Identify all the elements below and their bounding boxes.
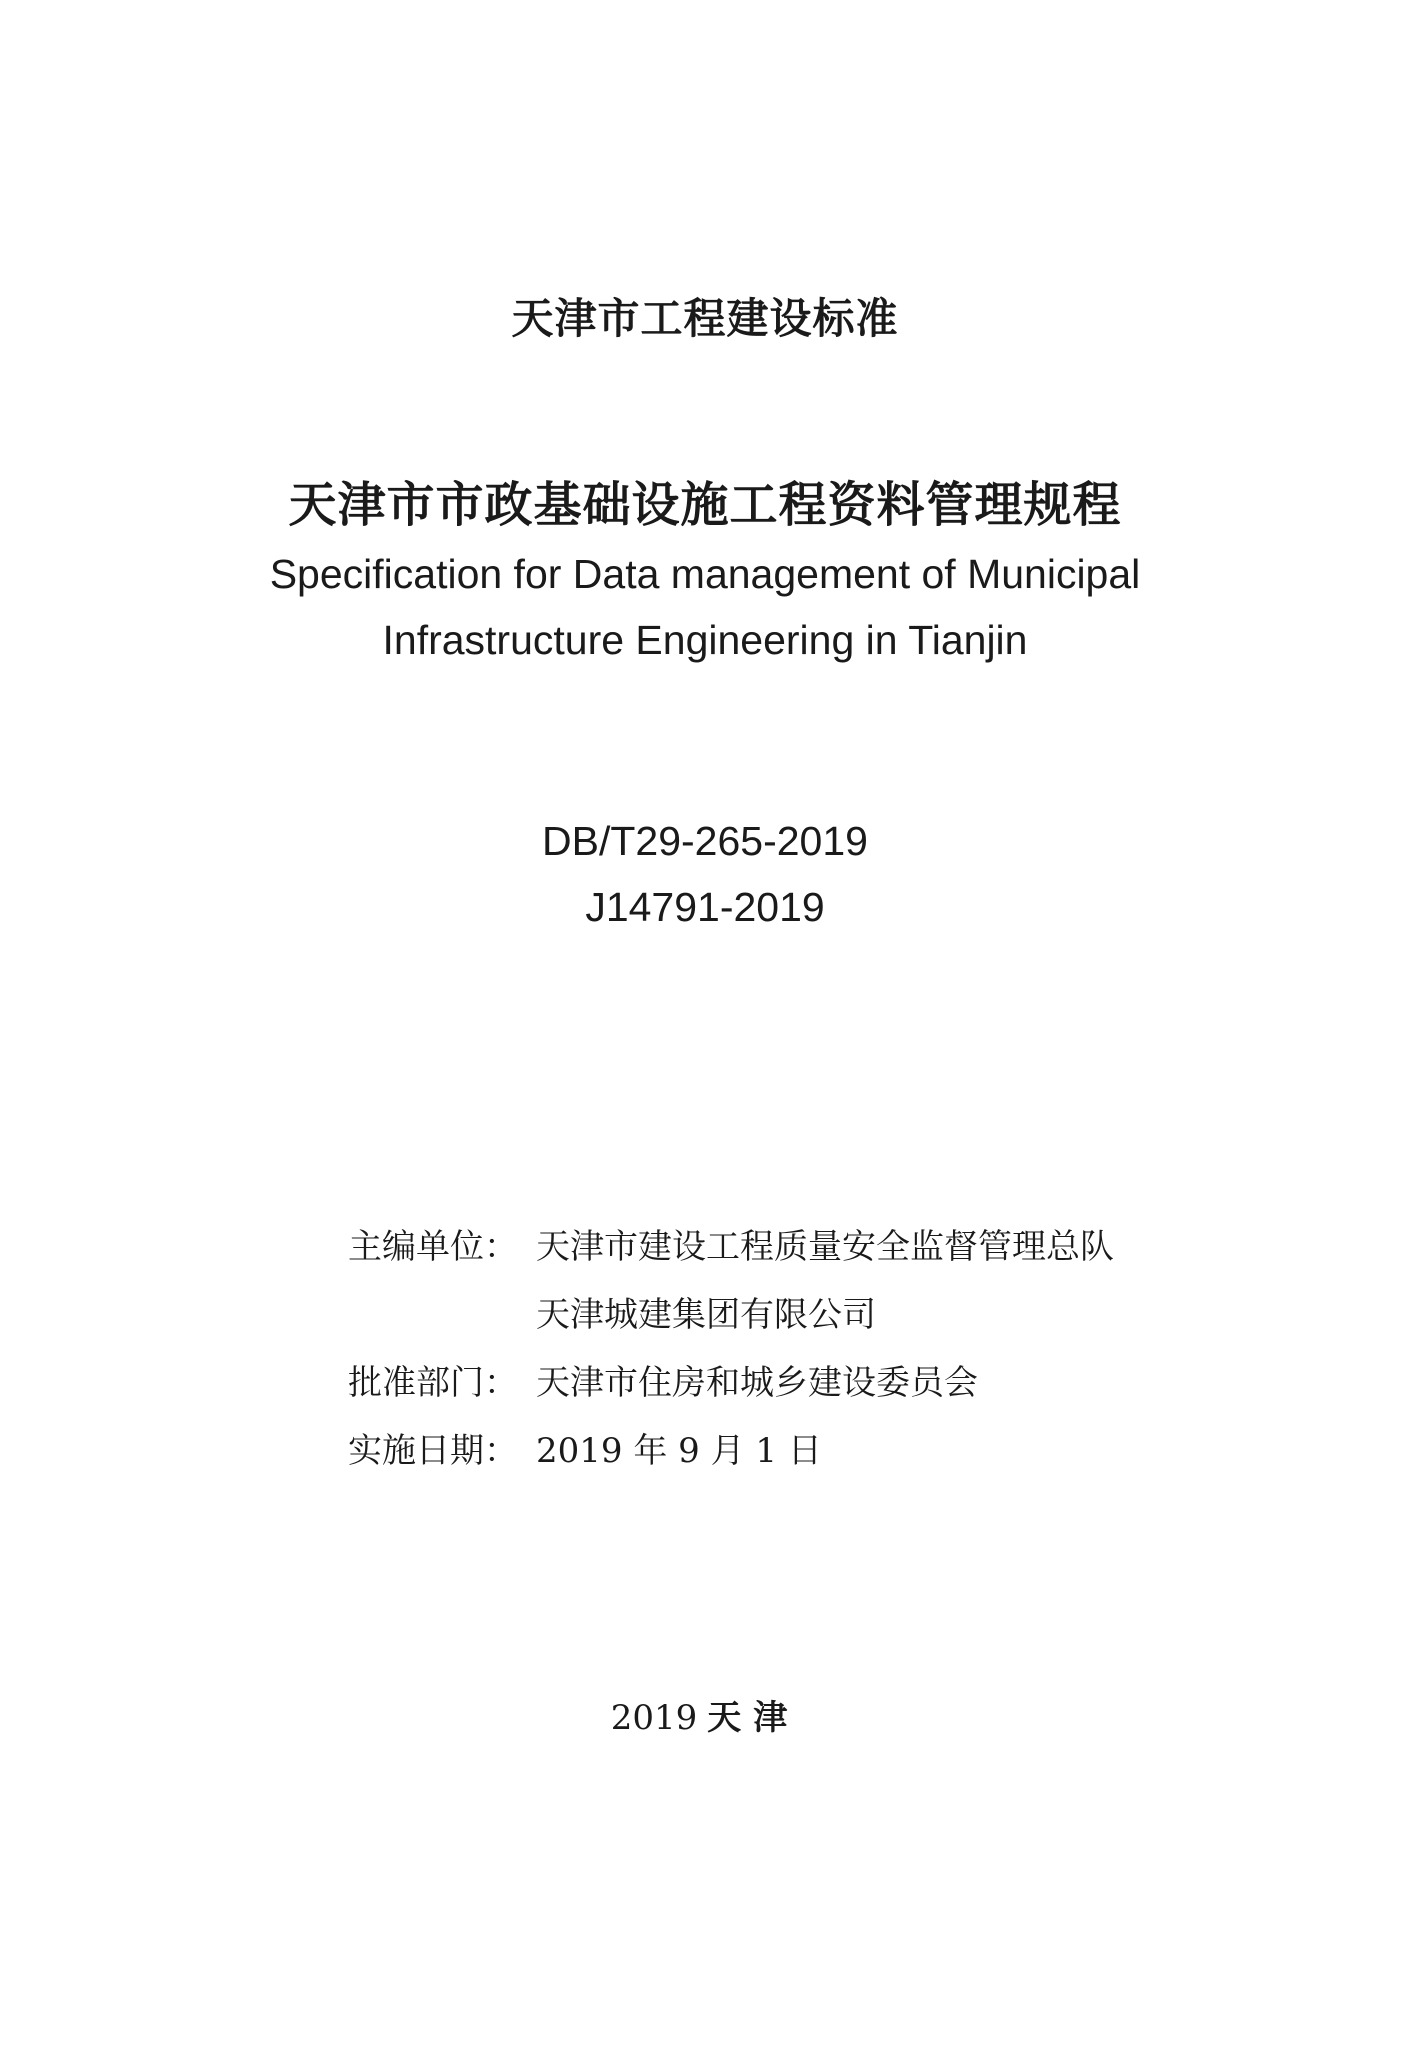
editor-label: 主编单位： xyxy=(348,1227,518,1267)
editor-row xyxy=(348,1213,1114,1281)
standard-series-title: 天津市工程建设标准 xyxy=(511,294,899,343)
effective-date-row xyxy=(348,1417,1114,1485)
title-english-line-1: Specification for Data management of Municipal xyxy=(269,551,1141,597)
document-title-english xyxy=(0,541,1410,673)
record-number: J14791-2019 xyxy=(585,884,825,930)
editor-organization-1: 天津市建设工程质量安全监督管理总队 xyxy=(536,1227,1114,1267)
approver-row xyxy=(348,1349,1114,1417)
editor-label-spacer xyxy=(348,1281,536,1349)
standard-codes xyxy=(0,808,1410,940)
document-title-chinese: 天津市市政基础设施工程资料管理规程 xyxy=(288,477,1122,533)
footer-year: 2019 xyxy=(610,1698,698,1738)
standard-number: DB/T29-265-2019 xyxy=(542,818,868,864)
editor-organization-2: 天津城建集团有限公司 xyxy=(536,1295,876,1335)
footer-city: 天津 xyxy=(707,1698,800,1738)
footer-imprint xyxy=(0,1690,1410,1739)
title-english-line-2: Infrastructure Engineering in Tianjin xyxy=(382,617,1028,663)
effective-date: 2019 年 9 月 1 日 xyxy=(536,1431,822,1471)
approver-label: 批准部门： xyxy=(348,1363,518,1403)
publication-info xyxy=(348,1213,1114,1485)
effective-date-label: 实施日期： xyxy=(348,1431,518,1471)
editor-row-2 xyxy=(348,1281,1114,1349)
approver-organization: 天津市住房和城乡建设委员会 xyxy=(536,1363,978,1403)
